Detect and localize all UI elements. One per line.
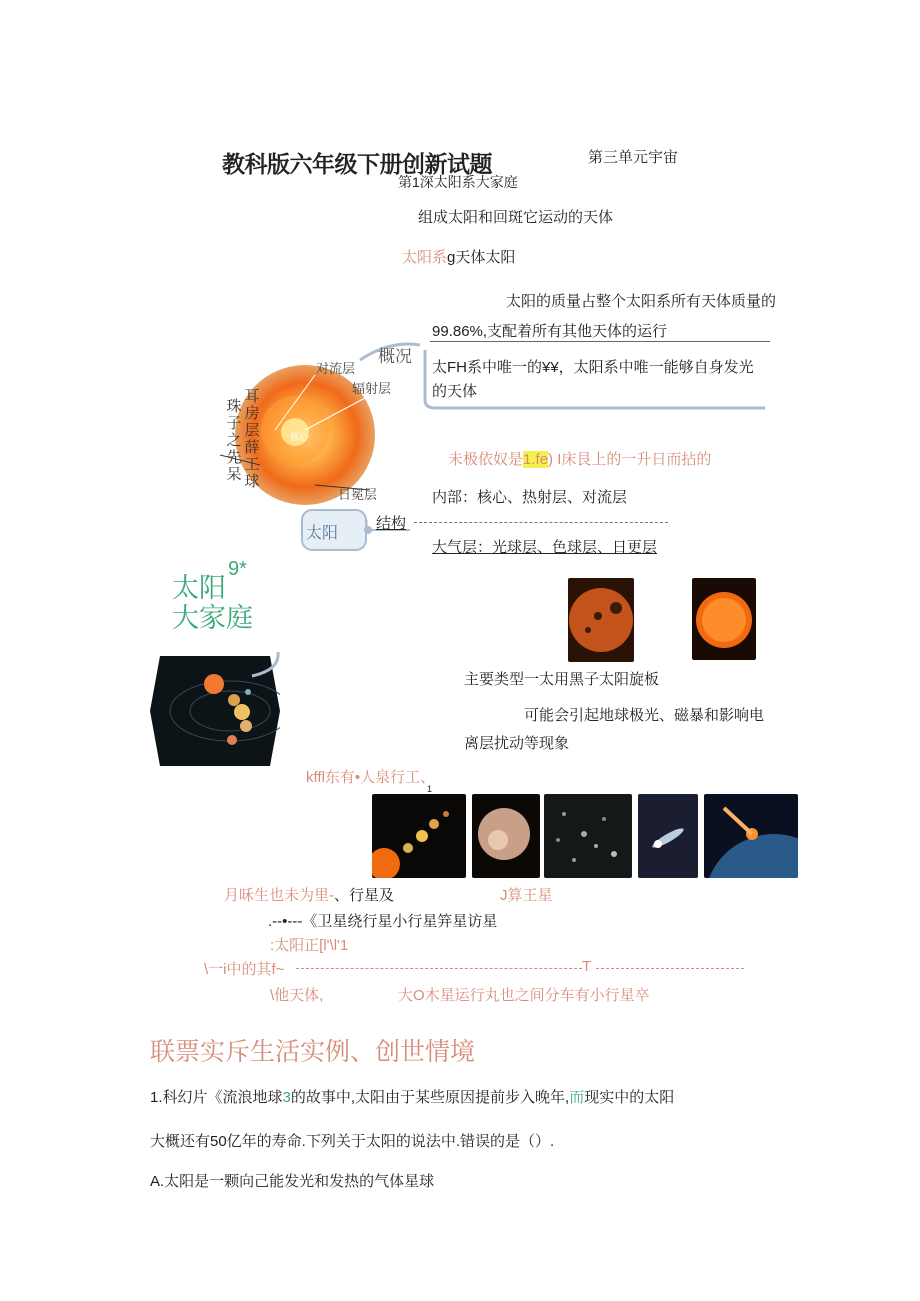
badge-line-2: 大家庭: [172, 603, 253, 633]
asteroid-belt-photo: [544, 794, 632, 878]
comet-photo: [638, 794, 698, 878]
page-title: 教科版六年级下册创新试题: [222, 151, 492, 177]
sun-node: 太阳: [306, 523, 339, 542]
meteor-photo: [704, 794, 798, 878]
planets-label: 、行星及: [334, 887, 395, 904]
sun-activity-types: 主要类型一太用黑子太阳旋板: [464, 671, 660, 688]
structure-dash-line: [414, 522, 668, 523]
atmosphere-layers: 大气层：光球层、色球层、日更层: [432, 539, 658, 556]
satellites-line: .--•---《卫星绕行星小行星笄星访星: [268, 913, 498, 930]
mass-line-2: 99.86%,支配着所有其他天体的运行: [432, 323, 668, 340]
q1-part-2: 的故事中,太阳由于某些原因提前步入晚年,: [290, 1089, 570, 1106]
mass-line-1: 太阳的质量占整个太阳系所有天体质量的: [506, 293, 777, 310]
question-1-line-2: 大概还有50亿年的寿命.下列关于太阳的说法中.错误的是（）.: [150, 1133, 555, 1150]
badge-line-1: 太阳: [172, 573, 226, 603]
dwarf-planet-photo: [472, 794, 540, 878]
q1-num: 3: [282, 1089, 291, 1106]
sun-note: [448, 448, 711, 469]
solar-system-definition: 组成太阳和回斑它运动的天体: [418, 209, 614, 226]
other-bodies-label: \他天体,: [270, 987, 324, 1004]
sun-center-line: :太阳正[l'\l'1: [270, 937, 349, 954]
other-left-label: \一i中的其f~: [204, 961, 285, 978]
only-line-1: 太FH系中唯一的¥¥，太阳系中唯一能够自身发光: [432, 356, 754, 377]
sun-label: [402, 246, 515, 267]
t-mark: T: [582, 958, 592, 975]
vertical-right-text: 耳房层薛工球: [244, 387, 260, 490]
sun-note-before: 未极依奴是: [448, 451, 524, 468]
dwarf-label: J算王星: [500, 887, 553, 904]
sunspot-photo: [568, 578, 634, 662]
unit-title: 第三单元宇宙: [588, 149, 679, 166]
solar-flare-photo: [692, 578, 756, 660]
vertical-left-text: 珠子之先呆: [226, 397, 242, 483]
other-dash-line-1: [296, 968, 582, 969]
badge-mark: 9*: [228, 558, 247, 580]
asteroid-belt-label: 大O木星运行丸也之间分车有小行星卒: [398, 987, 650, 1004]
other-dash-line-2: [596, 968, 744, 969]
section-heading: 联票实斥生活实例、创世情境: [150, 1038, 476, 1066]
marker-one: 1: [427, 784, 433, 794]
sun-label-a: 太阳系: [402, 249, 448, 266]
overview-node: 概况: [378, 347, 412, 367]
effect-line-2: 离层扰动等现象: [464, 735, 570, 752]
planets-photo: [372, 794, 466, 878]
radiation-label: 辐射层: [352, 382, 392, 397]
structure-label: 结构: [376, 515, 407, 532]
inner-structure: 内部：核心、热射层、对流层: [432, 489, 628, 506]
question-1-line-1: [150, 1086, 674, 1107]
q1-word: 而: [569, 1089, 585, 1106]
bodies-heading: kffl东有•人泉行工、: [306, 769, 436, 786]
sun-note-highlight: 1.fe: [523, 451, 549, 468]
sun-label-b: g天体太阳: [447, 249, 516, 266]
q1-part-1: 1.科幻片《流浪地球: [150, 1089, 283, 1106]
option-a[interactable]: A.太阳是一颗向己能发光和发热的气体星球: [150, 1173, 435, 1190]
hexagon-connector: [250, 650, 290, 680]
convection-label: 对流层: [316, 362, 356, 377]
q1-part-3: 现实中的太阳: [584, 1089, 675, 1106]
effect-line-1: 可能会引起地球极光、磁暴和影响电: [524, 707, 765, 724]
classification-row: [224, 884, 394, 905]
lesson-title: 第1深太阳系大家庭: [398, 174, 518, 190]
only-line-2: 的天体: [432, 380, 537, 401]
corona-label: 日冕层: [338, 488, 378, 503]
left-label: 月咊生也未为里-: [224, 887, 334, 904]
sun-note-after: ) I床艮上的一升日而拈的: [548, 451, 712, 468]
core-label: 核心: [290, 432, 309, 442]
